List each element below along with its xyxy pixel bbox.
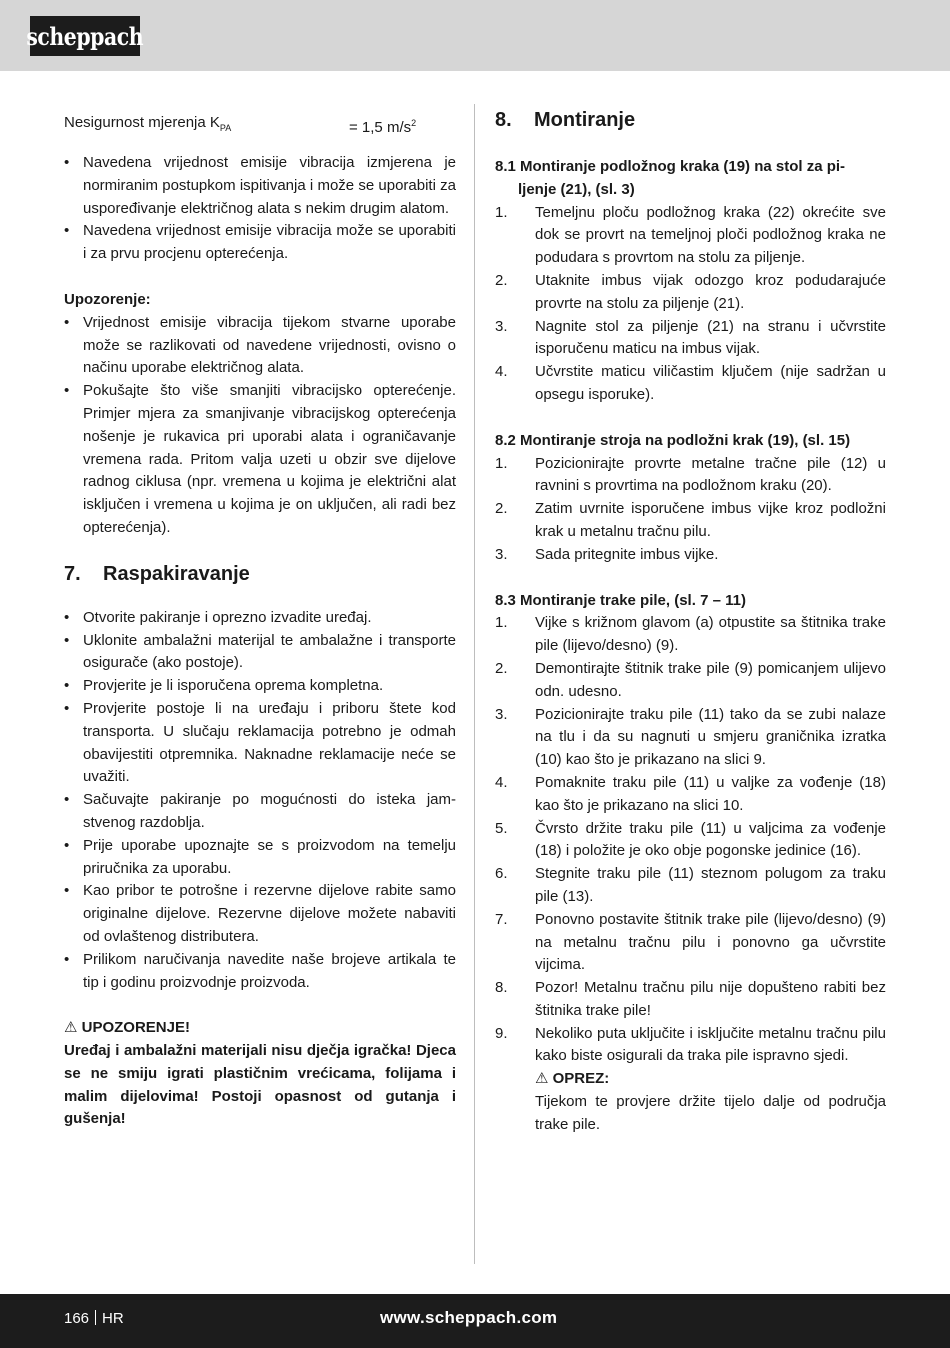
list-item: 5. Čvrsto držite traku pile (11) u valjcima za vođenje (18) i položite je oko obje pogonske jedinice (16). (495, 819, 886, 860)
list-item: 1. Temeljnu ploču podložnog kraka (22) okrećite sve dok se provrt na temeljnoj ploči podložnog kraka ne podudara s provrtom na stolu za piljenje. (495, 203, 886, 267)
list-item: 2. Zatim uvrnite isporučene imbus vijke kroz podložni krak u metalnu tračnu pilu. (495, 500, 886, 540)
section-7-heading: 7. Raspakiravanje (64, 562, 250, 585)
vibration-warning-list (64, 312, 456, 540)
page-number: 166 (64, 1310, 90, 1327)
list-item: • Prilikom naručivanja navedite naše brojeve artikala te tip i godinu proizvodnje proizvoda. (64, 949, 456, 995)
column-divider (474, 104, 475, 1264)
section-8-heading: 8. Montiranje (495, 109, 636, 131)
steps-8-3 (495, 612, 886, 1136)
list-item: • Sačuvajte pakiranje po mogućnosti do isteka jamstvenog razdoblja. (64, 789, 456, 835)
steps-8-1 (495, 202, 886, 407)
separator (95, 1310, 96, 1325)
list-item: • Navedena vrijednost emisije vibracija izmjerena je normiranim postupkom ispitivanja i može se uporabiti za uspoređivanje električnog alata s nekim drugim alatom. (64, 152, 456, 220)
language-code: HR (102, 1310, 124, 1327)
left-column (64, 108, 456, 1131)
warning-triangle-icon: ⚠ (535, 1070, 549, 1088)
list-item: • Otvorite pakiranje i oprezno izvadite uređaj. (64, 607, 456, 630)
uncertainty-subscript: PA (219, 123, 232, 133)
subsection-8-2-heading: 8.2 Montiranje stroja na podložni krak (19), (sl. 15) (495, 431, 851, 449)
list-item: • Navedena vrijednost emisije vibracija može se uporabiti i za prvu procjenu opterećenja. (64, 220, 456, 266)
list-item: • Prije uporabe upoznajte se s proizvodom na temelju priručnika za uporabu. (64, 835, 456, 881)
list-item: 3. Pozicionirajte traku pile (11) tako da se zubi nalaze na tlu i da su nagnuti u smjeru graničnika izratka (10) kao što je prikazano na slici 9. (495, 705, 886, 769)
safety-warning-title: ⚠ UPOZORENJE! (64, 1019, 190, 1037)
list-item: 1. Pozicionirajte provrte metalne tračne pile (12) u ravnini s provrtima na podložnom kraku (20). (495, 454, 886, 495)
list-item: • Uklonite ambalažni materijal te ambalažne i transporte osigurače (ako postoje). (64, 630, 456, 676)
list-item: • Vrijednost emisije vibracija tijekom stvarne uporabe može se razlikovati od navedene vrijednosti, ovisno o načinu uporabe električnog alata. (64, 312, 456, 380)
website-link[interactable]: www.scheppach.com (380, 1308, 558, 1327)
list-item: 8. Pozor! Metalnu tračnu pilu nije dopušteno rabiti bez štitnika trake pile! (495, 979, 886, 1019)
caution-body: Tijekom te provjere držite tijelo dalje od područja trake pile. (535, 1093, 886, 1133)
warning-heading: Upozorenje: (64, 290, 151, 308)
subsection-8-1-heading: 8.1 Montiranje podložnog kraka (19) na stol za pi- ljenje (21), (sl. 3) (495, 158, 846, 198)
brand-logo: scheppach (30, 16, 140, 56)
list-item: 4. Pomaknite traku pile (11) u valjke za vođenje (18) kao što je prikazano na slici 10. (495, 773, 886, 814)
list-item: 3. Nagnite stol za piljenje (21) na stranu i učvrstite isporučenu maticu na imbus vijak. (495, 317, 886, 358)
uncertainty-label: Nesigurnost mjerenja K (64, 114, 220, 131)
page-indicator (64, 1310, 124, 1327)
header-bar (0, 0, 950, 71)
vibration-info-list (64, 152, 456, 266)
uncertainty-row (64, 108, 456, 138)
uncertainty-value: = 1,5 m/s (349, 119, 412, 136)
list-item: 6. Stegnite traku pile (11) steznom polugom za traku pile (13). (495, 865, 886, 905)
list-item: • Provjerite postoje li na uređaju i priboru štete kod transporta. U slučaju reklamacija potrebno je odmah obavijestiti otpremnika. Naknadne reklamacije neće se uvažiti. (64, 698, 456, 789)
list-item: 2. Demontirajte štitnik trake pile (9) pomicanjem ulijevo odn. udesno. (495, 659, 886, 700)
warning-triangle-icon: ⚠ (64, 1019, 78, 1037)
unpacking-list (64, 607, 456, 995)
list-item: 4. Učvrstite maticu viličastim ključem (nije sadržan u opsegu isporuke). (495, 363, 886, 403)
list-item: • Provjerite je li isporučena oprema kompletna. (64, 675, 456, 698)
list-item: 7. Ponovno postavite štitnik trake pile (lijevo/desno) (9) na metalnu tračnu pilu i ponovno ga učvrstite vijcima. (495, 910, 886, 974)
list-item: 9. Nekoliko puta uključite i isključite metalnu tračnu pilu kako biste osigurali da traka pile ispravno sjedi. ⚠ OPREZ: Tijekom te provjere držite tijelo dalje od područja trake pile. (495, 1023, 886, 1137)
safety-warning-body: Uređaj i ambalažni materijali nisu dječja igračka! Djeca se ne smiju igrati plastičnim vrećicama, folijama i malim dijelovima! Postoji opasnost od gutanja i gušenja! (64, 1042, 456, 1128)
footer-bar (0, 1294, 950, 1348)
caution-title: ⚠ OPREZ: (535, 1070, 610, 1088)
steps-8-2 (495, 453, 886, 567)
list-item: • Pokušajte što više smanjiti vibracijsko opterećenje. Primjer mjera za smanjivanje vibracijskog opterećenja nošenje je rukavica pri uporabi alata i ograničavanje vremena rada. Pritom valja uzeti u obzir sve dijelove radnog ciklusa (npr. vremena u kojima je električni alat isključen i vremena u kojima je on uključen, ali radi bez opterećenja). (64, 380, 456, 540)
subsection-8-3-heading: 8.3 Montiranje trake pile, (sl. 7 – 11) (495, 591, 746, 609)
list-item: • Kao pribor te potrošne i rezervne dijelove rabite samo originalne dijelove. Rezervne dijelove možete nabaviti od ovlaštenog distributera. (64, 880, 456, 948)
list-item: 1. Vijke s križnom glavom (a) otpustite sa štitnika trake pile (lijevo/desno) (9). (495, 614, 886, 655)
uncertainty-superscript: 2 (411, 118, 417, 128)
list-item: 3. Sada pritegnite imbus vijke. (495, 545, 719, 563)
list-item: 2. Utaknite imbus vijak odozgo kroz podudarajuće provrte na stolu za piljenje (21). (495, 271, 886, 312)
right-column (495, 108, 886, 1137)
